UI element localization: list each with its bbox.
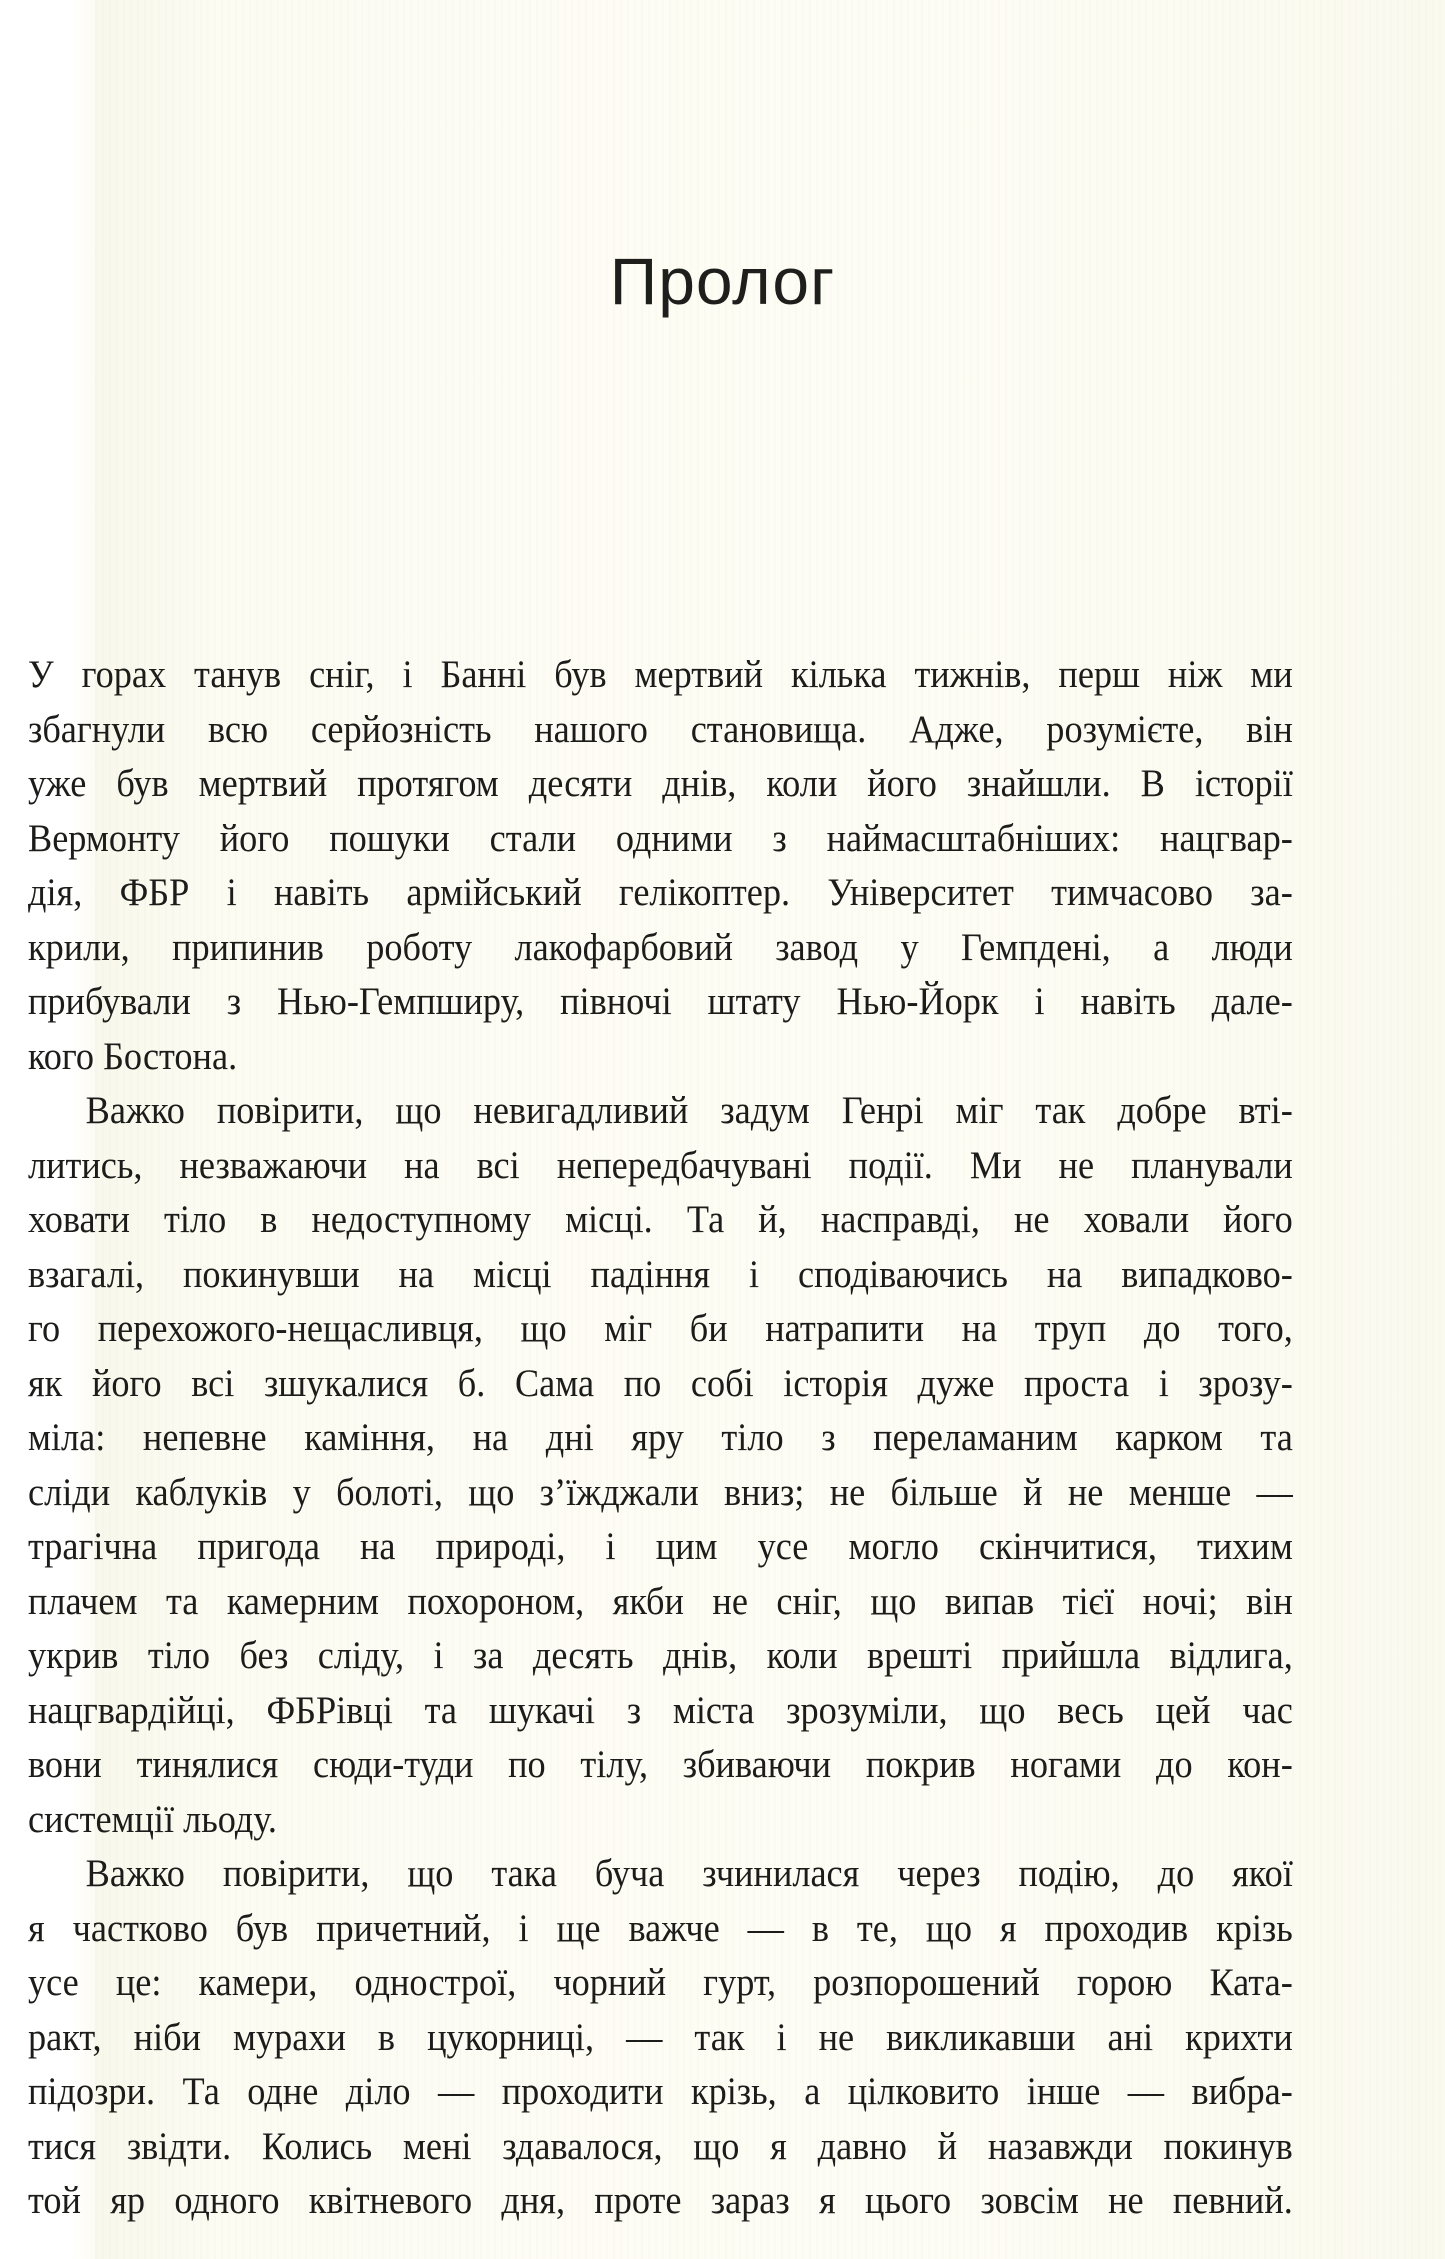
text-line: трагічна пригода на природі, і цим усе могло скінчитися, тихим <box>28 1525 1293 1568</box>
text-line: міла: непевне каміння, на дні яру тіло з переламаним карком та <box>28 1416 1293 1459</box>
text-line: Важко повірити, що невигадливий задум Генрі міг так добре вті- <box>85 1089 1293 1132</box>
text-line: плачем та камерним похороном, якби не сніг, що випав тієї ночі; він <box>28 1579 1293 1623</box>
text-line: підозри. Та одне діло — проходити крізь, а цілковито інше — вибра- <box>28 2070 1293 2113</box>
text-line: нацгвардійці, ФБРівці та шукачі з міста зрозуміли, що весь цей час <box>28 1688 1293 1732</box>
text-line: збагнули всю серйозність нашого становища. Адже, розумієте, він <box>28 707 1293 751</box>
text-line: ховати тіло в недоступному місці. Та й, насправді, не ховали його <box>28 1198 1293 1241</box>
text-line: той яр одного квітневого дня, проте зараз я цього зовсім не певний. <box>28 2179 1293 2222</box>
text-line: дія, ФБР і навіть армійський гелікоптер. Університет тимчасово за- <box>28 871 1293 914</box>
text-line: тися звідти. Колись мені здавалося, що я давно й назавжди покинув <box>28 2124 1293 2168</box>
text-line: литись, незважаючи на всі непередбачувані події. Ми не планували <box>28 1143 1293 1187</box>
paragraph-2 <box>28 1084 1330 1847</box>
text-line: Вермонту його пошуки стали одними з наймасштабніших: нацгвар- <box>28 816 1293 860</box>
chapter-body <box>28 648 1330 2229</box>
text-line: я частково був причетний, і ще важче — в те, що я проходив крізь <box>28 1906 1293 1950</box>
text-line: сліди каблуків у болоті, що з’їжджали вниз; не більше й не менше — <box>28 1470 1293 1514</box>
text-line: кого Бостона. <box>28 1034 238 1078</box>
text-line: прибували з Нью-Гемпширу, півночі штату Нью-Йорк і навіть дале- <box>28 980 1293 1023</box>
text-line: уже був мертвий протягом десяти днів, коли його знайшли. В історії <box>28 762 1293 805</box>
text-line: Важко повірити, що така буча зчинилася через подію, до якої <box>85 1852 1293 1895</box>
text-line: як його всі зшукалися б. Сама по собі історія дуже проста і зрозу- <box>28 1361 1293 1405</box>
chapter-title: Пролог <box>609 244 836 318</box>
text-line: ракт, ніби мурахи в цукорниці, — так і не викликавши ані крихти <box>28 2015 1293 2059</box>
paragraph-1 <box>28 648 1330 1084</box>
text-line: системції льоду. <box>28 1797 277 1841</box>
text-line: взагалі, покинувши на місці падіння і сподіваючись на випадково- <box>28 1252 1293 1296</box>
text-line: го перехожого-нещасливця, що міг би натрапити на труп до того, <box>28 1307 1293 1350</box>
text-line: вони тинялися сюди-туди по тілу, збиваючи покрив ногами до кон- <box>28 1743 1293 1786</box>
paragraph-3 <box>28 1847 1330 2229</box>
text-line: У горах танув сніг, і Банні був мертвий кілька тижнів, перш ніж ми <box>28 653 1293 696</box>
text-line: укрив тіло без сліду, і за десять днів, коли врешті прийшла відлига, <box>28 1634 1293 1677</box>
text-line: усе це: камери, однострої, чорний гурт, розпорошений горою Ката- <box>28 1961 1293 2004</box>
text-line: крили, припинив роботу лакофарбовий завод у Гемпдені, а люди <box>28 925 1293 969</box>
